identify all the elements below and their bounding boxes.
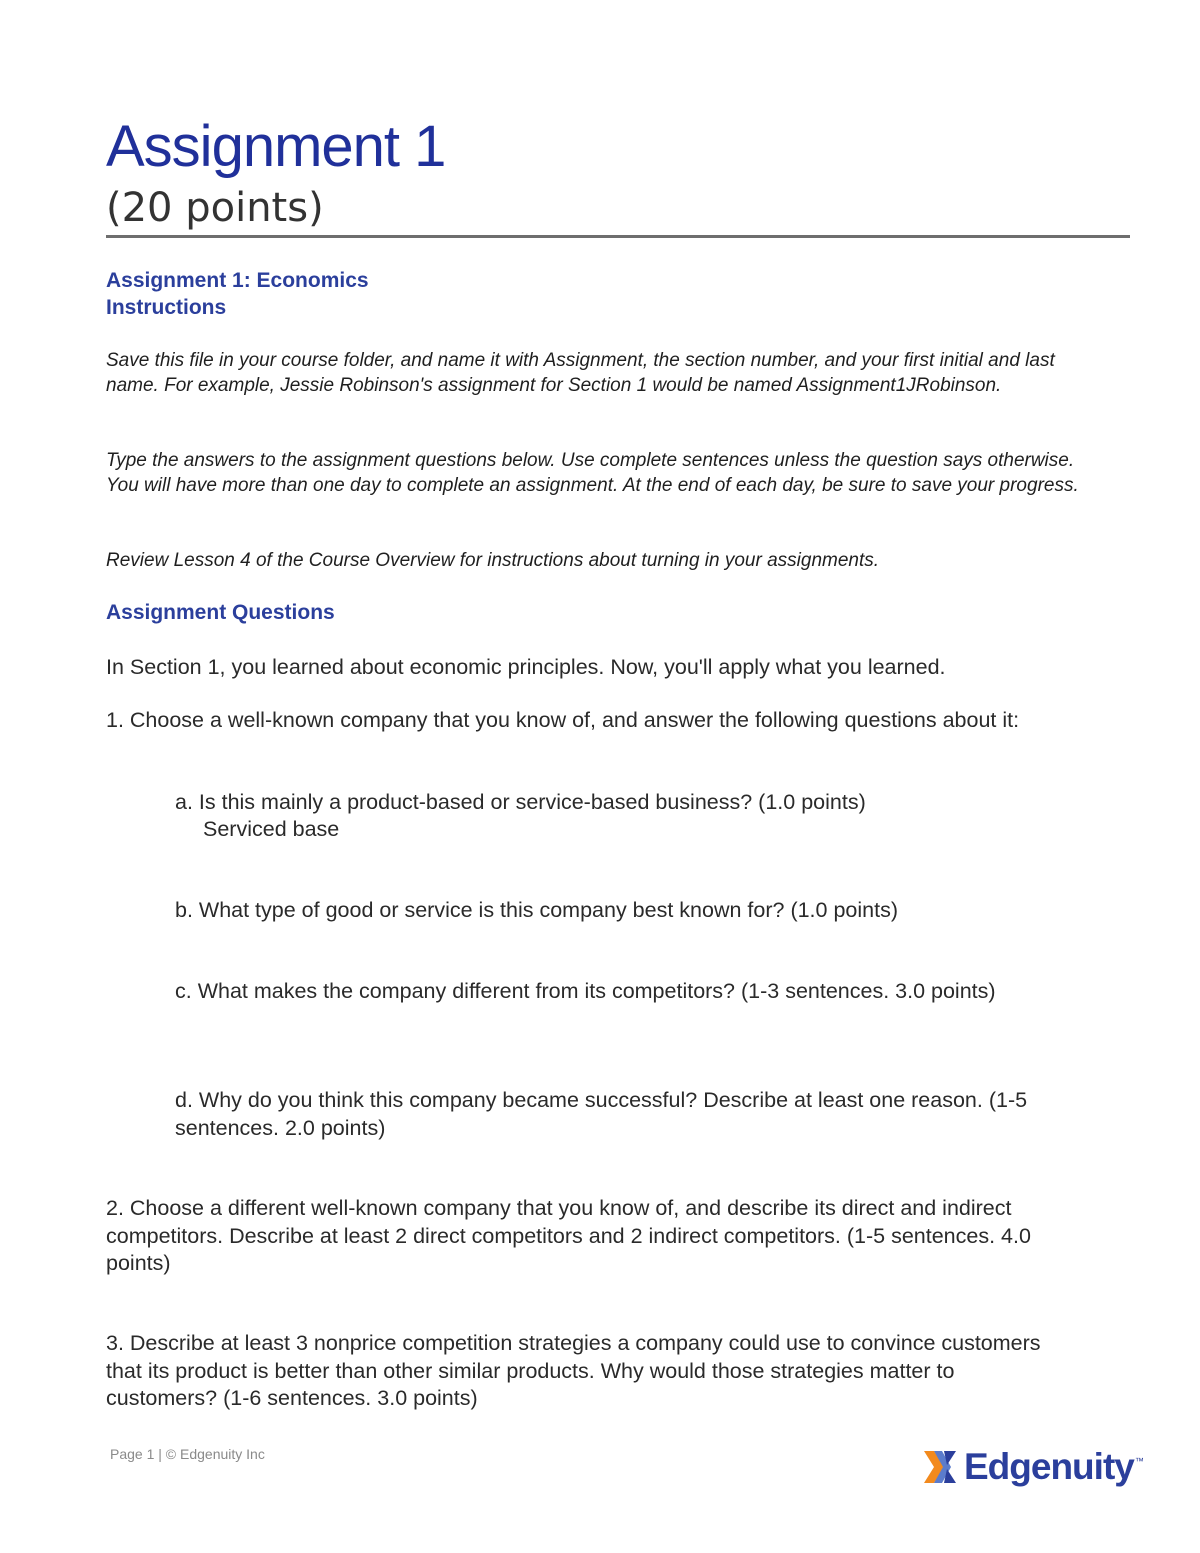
question-1: 1. Choose a well-known company that you know of, and answer the following questions about it:	[106, 708, 1020, 732]
edgenuity-logo	[920, 1444, 1144, 1490]
question-3: 3. Describe at least 3 nonprice competition strategies a company could use to convince customers that its product is better than other similar products. Why would those strategies matter to customers? (1-6 sentences. 3.0 points)	[106, 1331, 1041, 1410]
instructions-paragraph-2: Type the answers to the assignment questions below. Use complete sentences unless the question says otherwise. You will have more than one day to complete an assignment. At the end of each day, be sure to save your progress.	[106, 450, 1079, 496]
page-footer: Page 1 | © Edgenuity Inc	[110, 1446, 265, 1462]
answer-1a[interactable]: Serviced base	[203, 817, 340, 841]
section-heading: Assignment 1: Economics	[106, 269, 369, 292]
question-1d: d. Why do you think this company became successful? Describe at least one reason. (1-5 sentences. 2.0 points)	[175, 1088, 1028, 1140]
points-subtitle: (20 points)	[106, 185, 324, 231]
instructions-paragraph-3: Review Lesson 4 of the Course Overview for instructions about turning in your assignments.	[106, 550, 880, 571]
question-1b: b. What type of good or service is this company best known for? (1.0 points)	[175, 898, 898, 922]
question-2: 2. Choose a different well-known company that you know of, and describe its direct and indirect competitors. Describe at least 2 direct competitors and 2 indirect competitors. (1-5 sentences. 4.0 points)	[106, 1196, 1031, 1275]
questions-intro: In Section 1, you learned about economic principles. Now, you'll apply what you learned.	[106, 655, 946, 679]
title-divider	[106, 235, 1130, 238]
logo-wordmark: Edgenuity	[964, 1446, 1134, 1487]
question-1c: c. What makes the company different from its competitors? (1-3 sentences. 3.0 points)	[175, 979, 996, 1003]
page-title: Assignment 1	[106, 114, 446, 179]
trademark-symbol: ™	[1134, 1456, 1144, 1466]
instructions-heading: Instructions	[106, 296, 227, 319]
instructions-paragraph-1: Save this file in your course folder, and name it with Assignment, the section number, and your first initial and last name. For example, Jessie Robinson's assignment for Section 1 would be named Assignment1JRobinson.	[106, 350, 1055, 396]
questions-heading: Assignment Questions	[106, 601, 335, 624]
question-1a: a. Is this mainly a product-based or service-based business? (1.0 points)	[175, 790, 866, 814]
edgenuity-x-icon	[920, 1447, 960, 1487]
